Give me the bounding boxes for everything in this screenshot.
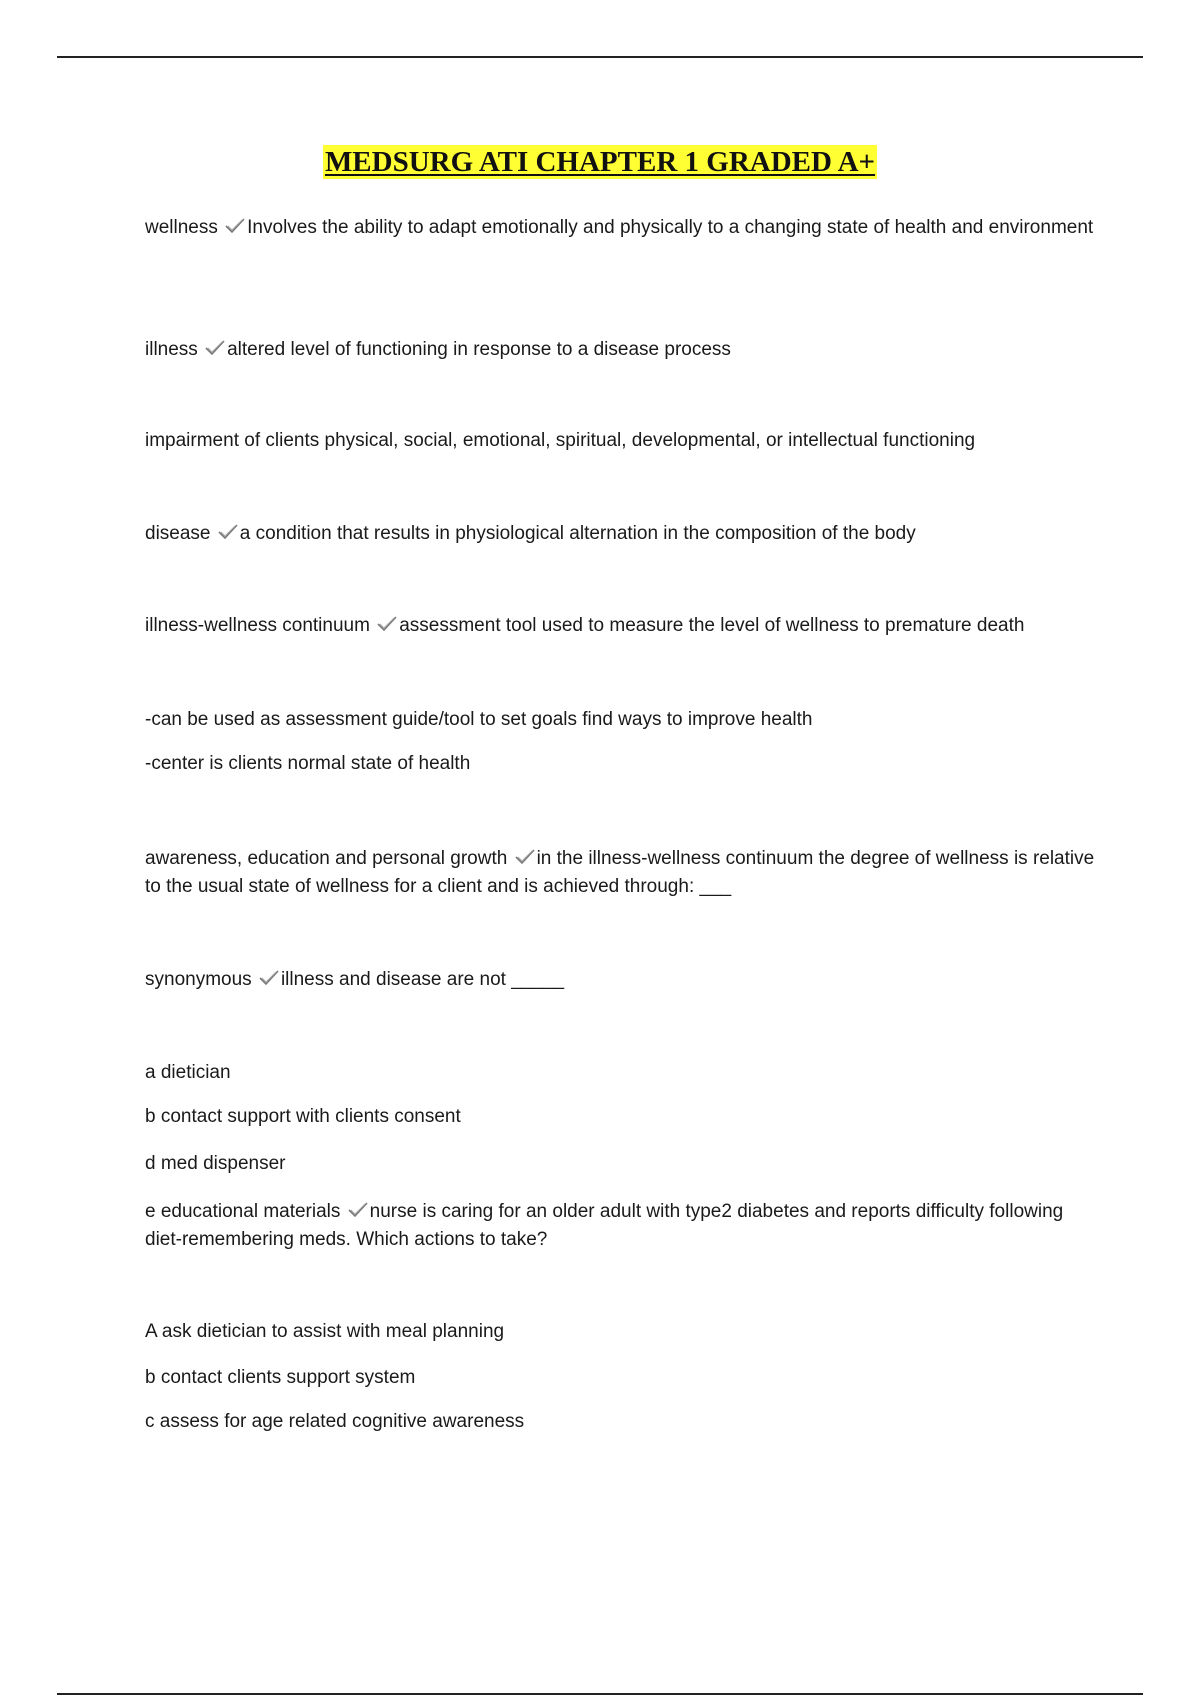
entry-term: synonymous: [145, 969, 252, 990]
entry-text: -can be used as assessment guide/tool to set goals find ways to improve health: [145, 709, 813, 730]
entry-definition: assessment tool used to measure the level of wellness to premature death: [399, 615, 1025, 636]
entry-term: disease: [145, 523, 211, 544]
entry-term: wellness: [145, 217, 218, 238]
entry-text: b contact clients support system: [145, 1367, 416, 1388]
title-container: [0, 145, 1200, 179]
entry-option-a: [145, 1059, 1105, 1087]
entry-disease: [145, 520, 1105, 548]
entry-text: impairment of clients physical, social, emotional, spiritual, developmental, or intellectual functioning: [145, 430, 976, 451]
entry-note-center: [145, 750, 1105, 778]
entry-impairment: [145, 427, 1105, 455]
entry-option-b: [145, 1103, 1105, 1131]
entry-illness-wellness-continuum: [145, 612, 1105, 640]
entry-text: c assess for age related cognitive awareness: [145, 1411, 525, 1432]
entry-synonymous: [145, 966, 1105, 994]
check-mark-icon: [204, 339, 226, 357]
entry-text: a dietician: [145, 1062, 231, 1083]
entry-definition: nurse is caring for an older adult with type2 diabetes and reports difficulty following diet-remembering meds. Which actions to take?: [145, 1201, 1064, 1250]
entry-term: awareness, education and personal growth: [145, 848, 508, 869]
entry-text: d med dispenser: [145, 1153, 286, 1174]
entry-note-assessment-guide: [145, 706, 1105, 734]
bottom-divider: [57, 1693, 1143, 1695]
check-mark-icon: [217, 523, 239, 541]
entry-wellness: [145, 214, 1105, 242]
check-mark-icon: [376, 615, 398, 633]
check-mark-icon: [514, 848, 536, 866]
entry-term: illness-wellness continuum: [145, 615, 370, 636]
top-divider: [57, 56, 1143, 58]
check-mark-icon: [224, 217, 246, 235]
entry-definition: Involves the ability to adapt emotionally and physically to a changing state of health and environment: [247, 217, 1094, 238]
entry-educational-materials: [145, 1198, 1105, 1254]
check-mark-icon: [258, 969, 280, 987]
document-title: MEDSURG ATI CHAPTER 1 GRADED A+: [324, 146, 876, 178]
entry-definition: altered level of functioning in response to a disease process: [227, 339, 731, 360]
entry-text: -center is clients normal state of health: [145, 753, 471, 774]
entry-definition: in the illness-wellness continuum the degree of wellness is relative to the usual state of wellness for a client and is achieved through: ___: [145, 848, 1095, 897]
entry-text: A ask dietician to assist with meal planning: [145, 1321, 505, 1342]
entry-action-c: [145, 1408, 1105, 1436]
entry-illness: [145, 336, 1105, 364]
entry-text: b contact support with clients consent: [145, 1106, 461, 1127]
entry-term: illness: [145, 339, 198, 360]
check-mark-icon: [347, 1201, 369, 1219]
entry-awareness: [145, 845, 1105, 901]
entry-action-a: [145, 1318, 1105, 1346]
entry-term: e educational materials: [145, 1201, 341, 1222]
entry-definition: a condition that results in physiological alternation in the composition of the body: [239, 523, 916, 544]
entry-option-d: [145, 1150, 1105, 1178]
entry-definition: illness and disease are not _____: [280, 969, 565, 990]
entry-action-b: [145, 1364, 1105, 1392]
